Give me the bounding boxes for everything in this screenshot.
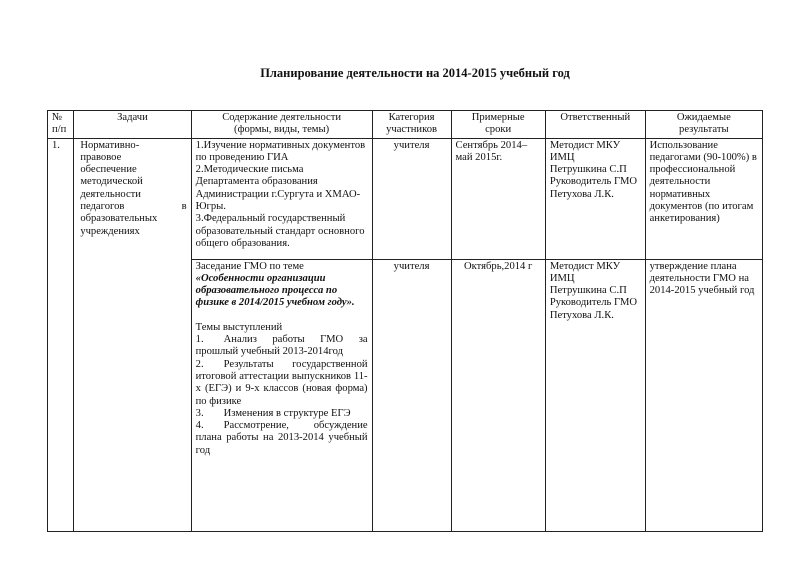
header-number-line1: № xyxy=(52,112,63,123)
task-line: методической xyxy=(80,176,143,188)
header-content-line1: Содержание деятельности xyxy=(222,112,342,123)
header-results-line1: Ожидаемые xyxy=(676,112,731,123)
section-number: 1. xyxy=(48,138,74,531)
header-term-line1: Примерные xyxy=(471,112,525,123)
talk-number: 2. xyxy=(195,358,204,370)
result-cell: утверждение плана деятельности ГМО на 2014-2015 учебный год xyxy=(645,259,762,531)
term-cell: Сентябрь 2014–май 2015г. xyxy=(451,138,545,259)
talk-item xyxy=(196,420,368,457)
responsible-line: Руководитель ГМО xyxy=(549,297,638,309)
header-number-line2: п/п xyxy=(52,124,67,136)
term-cell: Октябрь,2014 г xyxy=(451,259,545,531)
header-responsible xyxy=(545,111,645,139)
header-number xyxy=(48,111,74,139)
header-results xyxy=(645,111,762,139)
planning-table xyxy=(47,110,763,532)
talk-text: Изменения в структуре ЕГЭ xyxy=(223,407,351,419)
task-line: учреждениях xyxy=(80,225,140,237)
talk-text: Рассмотрение, обсуждение плана работы на 2013-2014 учебный год xyxy=(195,420,368,456)
document-title: Планирование деятельности на 2014-2015 учебный год xyxy=(260,66,570,80)
talk-number: 1. xyxy=(195,334,204,346)
category-cell: учителя xyxy=(372,138,451,259)
header-row xyxy=(48,111,763,139)
talk-item xyxy=(196,334,368,359)
meeting-intro: Заседание ГМО по теме xyxy=(195,260,304,272)
talk-item xyxy=(196,359,368,408)
content-item: 2.Методические письма Департамента образования Администрации г.Сургута и ХМАО-Югры. xyxy=(195,164,361,213)
header-tasks-label: Задачи xyxy=(117,112,148,123)
content-cell xyxy=(191,138,372,259)
talk-text: Анализ работы ГМО за прошлый учебный 2013-2014год xyxy=(195,334,368,358)
header-category xyxy=(372,111,451,139)
header-category-line2: участников xyxy=(386,124,437,136)
responsible-cell xyxy=(545,259,645,531)
header-category-line1: Категория xyxy=(388,112,435,123)
task-line: деятельности xyxy=(80,188,141,200)
talk-number: 3. xyxy=(195,407,204,419)
result-cell: Использование педагогами (90-100%) в профессиональной деятельности нормативных документов (по итогам анкетирования) xyxy=(645,138,762,259)
header-results-line2: результаты xyxy=(679,124,729,136)
responsible-line: Петухова Л.К. xyxy=(549,188,614,200)
header-tasks xyxy=(74,111,191,139)
header-term-line2: сроки xyxy=(485,124,512,136)
talk-item xyxy=(196,408,368,420)
talk-number: 4. xyxy=(195,420,204,432)
responsible-line: Методист МКУ ИМЦ xyxy=(549,260,621,284)
header-term xyxy=(451,111,545,139)
task-line: педагогов в xyxy=(80,201,187,213)
header-content-line2: (формы, виды, темы) xyxy=(234,124,330,136)
meeting-topic: «Особенности организации образовательного процесса по физике в 2014/2015 учебном году». xyxy=(195,272,355,309)
content-item: 1.Изучение нормативных документов по проведению ГИА xyxy=(195,139,366,163)
task-line: обеспечение xyxy=(80,164,137,176)
section-task xyxy=(74,138,191,531)
responsible-line: Петрушкина С.П xyxy=(549,285,627,297)
talk-text: Результаты государственной итоговой аттестации выпускников 11-х (ЕГЭ) и 9-х классов (новая форма) по физике xyxy=(195,358,368,407)
responsible-line: Петухова Л.К. xyxy=(549,309,614,321)
content-item: 3.Федеральный государственный образовательный стандарт основного общего образования. xyxy=(195,213,365,249)
header-responsible-label: Ответственный xyxy=(560,112,631,123)
content-cell xyxy=(191,259,372,531)
header-content xyxy=(191,111,372,139)
task-line: правовое xyxy=(80,151,122,163)
spacer xyxy=(196,310,368,322)
responsible-line: Методист МКУ ИМЦ xyxy=(549,139,621,163)
category-cell: учителя xyxy=(372,259,451,531)
responsible-line: Руководитель ГМО xyxy=(549,176,638,188)
task-line: Нормативно- xyxy=(80,139,140,151)
responsible-cell xyxy=(545,138,645,259)
task-line: образовательных xyxy=(80,213,158,225)
responsible-line: Петрушкина С.П xyxy=(549,164,627,176)
table-row xyxy=(48,138,763,259)
talks-heading: Темы выступлений xyxy=(195,321,283,333)
